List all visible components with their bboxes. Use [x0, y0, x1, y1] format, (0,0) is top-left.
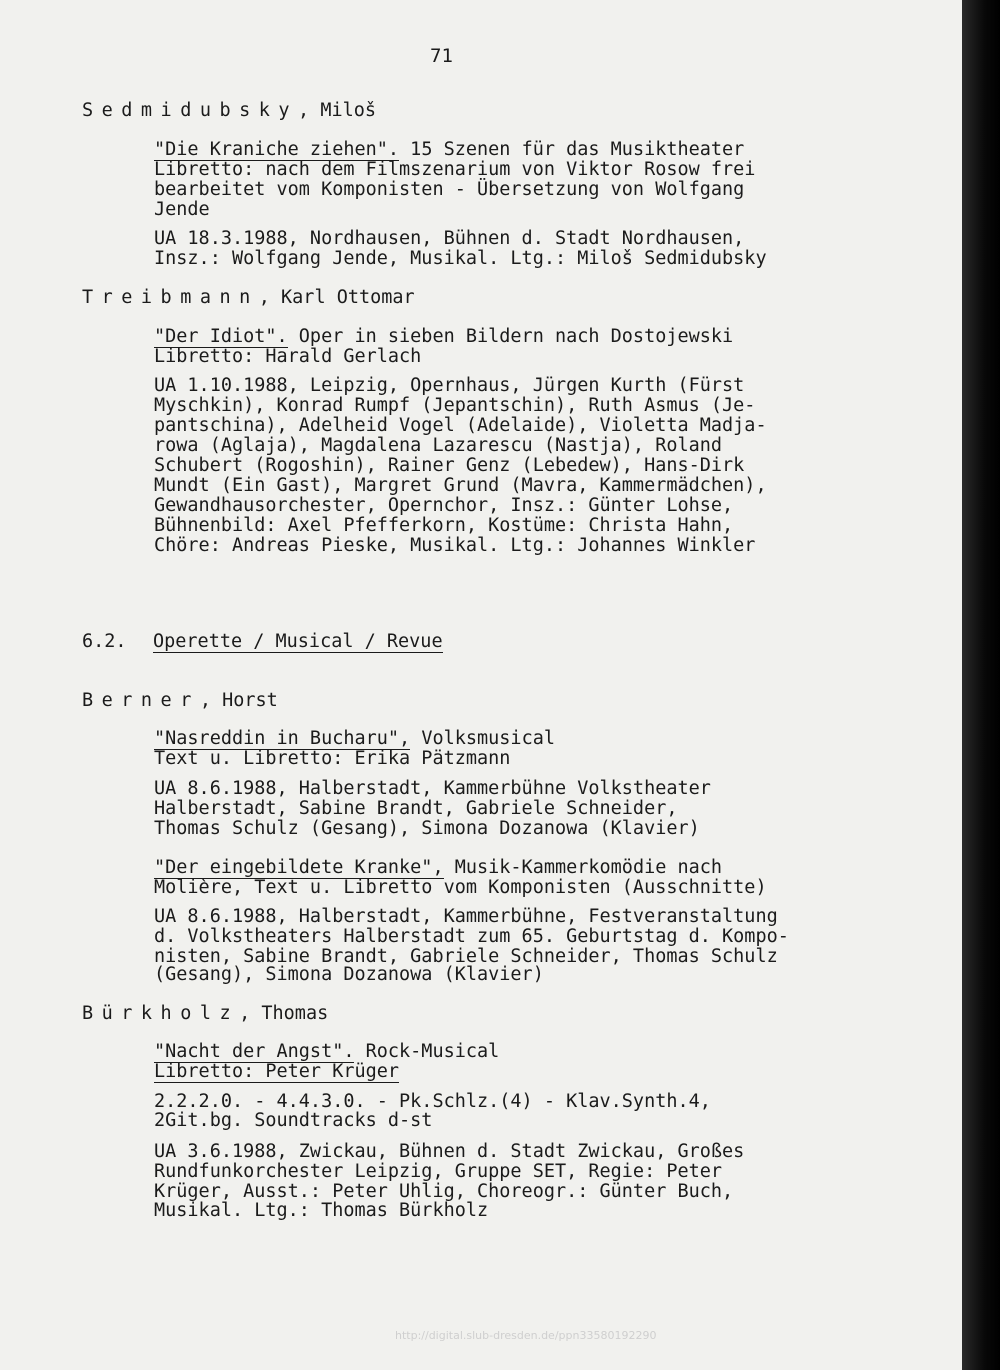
- work-detail-line: Molière, Text u. Libretto vom Komponisten (Ausschnitte): [154, 877, 767, 898]
- premiere-line: UA 3.6.1988, Zwickau, Bühnen d. Stadt Zwickau, Großes: [154, 1141, 745, 1162]
- premiere-line: nisten, Sabine Brandt, Gabriele Schneider, Thomas Schulz: [154, 946, 778, 967]
- work-description: 15 Szenen für das Musiktheater: [399, 139, 745, 160]
- premiere-line: Mundt (Ein Gast), Margret Grund (Mavra, Kammermädchen),: [154, 475, 767, 496]
- work-description: Volksmusical: [410, 728, 555, 749]
- work-title: "Der eingebildete Kranke",: [154, 857, 444, 878]
- work-title: "Nacht der Angst".: [154, 1041, 355, 1062]
- section-title: Operette / Musical / Revue: [153, 631, 443, 652]
- premiere-line: d. Volkstheaters Halberstadt zum 65. Geburtstag d. Kompo-: [154, 926, 789, 947]
- work-title: "Nasreddin in Bucharu",: [154, 728, 411, 749]
- composer-given: Thomas: [261, 1003, 329, 1024]
- work-description: Oper in sieben Bildern nach Dostojewski: [287, 326, 734, 347]
- premiere-line: Rundfunkorchester Leipzig, Gruppe SET, Regie: Peter: [154, 1161, 723, 1182]
- work-title-line: [154, 1042, 499, 1062]
- composer-given: Karl Ottomar: [281, 287, 415, 308]
- composer-surname: Berner: [82, 690, 200, 711]
- scan-edge: [962, 0, 1000, 1370]
- work-detail-line: Libretto: Peter Krüger: [154, 1061, 400, 1082]
- premiere-line: Halberstadt, Sabine Brandt, Gabriele Schneider,: [154, 798, 678, 819]
- premiere-line: UA 8.6.1988, Halberstadt, Kammerbühne Volkstheater: [154, 778, 711, 799]
- work-title: "Der Idiot".: [154, 326, 288, 347]
- premiere-line: Krüger, Ausst.: Peter Uhlig, Choreogr.: Günter Buch,: [154, 1181, 734, 1202]
- composer-heading: Sedmidubsky, Miloš: [82, 100, 377, 121]
- work-title-line: [154, 327, 733, 347]
- section-number: 6.2.: [82, 631, 127, 652]
- premiere-line: Gewandhausorchester, Opernchor, Insz.: Günter Lohse,: [154, 495, 734, 516]
- work-detail-line: Jende: [154, 199, 210, 220]
- premiere-line: Schubert (Rogoshin), Rainer Genz (Lebedew), Hans-Dirk: [154, 455, 745, 476]
- composer-given: Miloš: [320, 100, 377, 121]
- work-detail-line: Libretto: Harald Gerlach: [154, 346, 422, 367]
- premiere-line: rowa (Aglaja), Magdalena Lazarescu (Nastja), Roland: [154, 435, 723, 456]
- composer-heading: Treibmann, Karl Ottomar: [82, 287, 415, 308]
- premiere-line: (Gesang), Simona Dozanowa (Klavier): [154, 964, 544, 985]
- premiere-line: UA 18.3.1988, Nordhausen, Bühnen d. Stadt Nordhausen,: [154, 228, 745, 249]
- premiere-line: Chöre: Andreas Pieske, Musikal. Ltg.: Johannes Winkler: [154, 535, 756, 556]
- composer-heading: Berner, Horst: [82, 690, 278, 711]
- premiere-line: UA 8.6.1988, Halberstadt, Kammerbühne, Festveranstaltung: [154, 906, 778, 927]
- premiere-line: UA 1.10.1988, Leipzig, Opernhaus, Jürgen Kurth (Fürst: [154, 375, 745, 396]
- premiere-line: Thomas Schulz (Gesang), Simona Dozanowa (Klavier): [154, 818, 700, 839]
- work-title-line: [154, 858, 722, 878]
- composer-heading: Bürkholz, Thomas: [82, 1003, 329, 1024]
- composer-given: Horst: [222, 690, 278, 711]
- premiere-line: Insz.: Wolfgang Jende, Musikal. Ltg.: Miloš Sedmidubsky: [154, 248, 767, 269]
- premiere-line: Musikal. Ltg.: Thomas Bürkholz: [154, 1200, 489, 1221]
- premiere-line: Myschkin), Konrad Rumpf (Jepantschin), Ruth Asmus (Je-: [154, 395, 756, 416]
- work-title-line: [154, 729, 555, 749]
- instrumentation-line: 2.2.2.0. - 4.4.3.0. - Pk.Schlz.(4) - Klav.Synth.4,: [154, 1091, 711, 1112]
- work-description: Musik-Kammerkomödie nach: [443, 857, 723, 878]
- premiere-line: pantschina), Adelheid Vogel (Adelaide), Violetta Madja-: [154, 415, 767, 436]
- composer-surname: Sedmidubsky: [82, 100, 299, 121]
- composer-surname: Bürkholz: [82, 1003, 240, 1024]
- work-description: Rock-Musical: [354, 1041, 500, 1062]
- work-detail-line: Text u. Libretto: Erika Pätzmann: [154, 748, 511, 769]
- work-title-line: [154, 140, 744, 160]
- work-title: "Die Kraniche ziehen".: [154, 139, 400, 160]
- work-detail-line: Libretto: nach dem Filmszenarium von Viktor Rosow frei: [154, 159, 756, 180]
- work-detail-line: bearbeitet vom Komponisten - Übersetzung von Wolfgang: [154, 179, 745, 200]
- instrumentation-line: 2Git.bg. Soundtracks d-st: [154, 1110, 433, 1131]
- source-url: http://digital.slub-dresden.de/ppn33580192290: [395, 1329, 657, 1342]
- premiere-line: Bühnenbild: Axel Pfefferkorn, Kostüme: Christa Hahn,: [154, 515, 734, 536]
- composer-surname: Treibmann: [82, 287, 259, 308]
- page-number: 71: [430, 45, 453, 67]
